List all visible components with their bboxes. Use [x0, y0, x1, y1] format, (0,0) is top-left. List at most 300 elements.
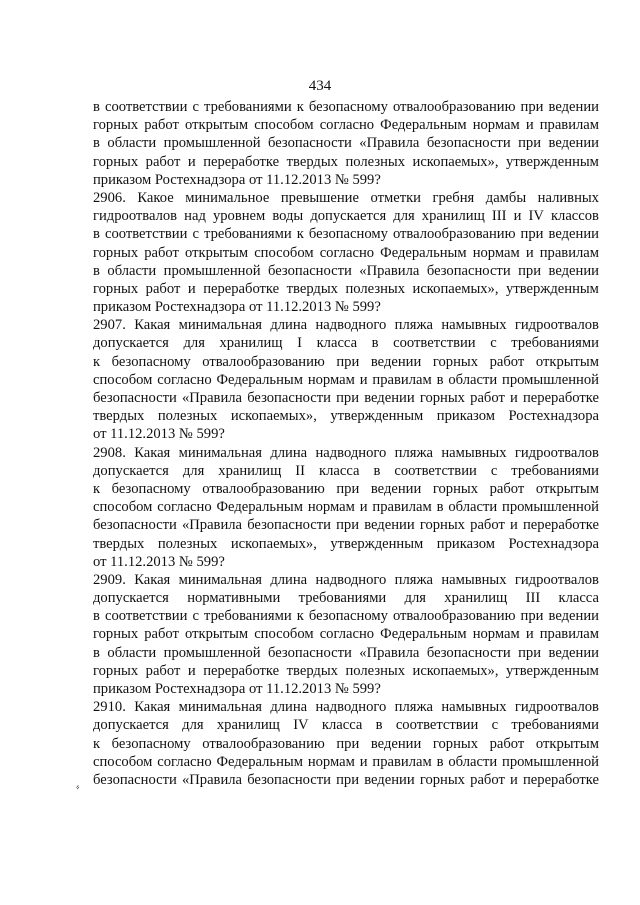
- line-word: Какое: [137, 189, 174, 206]
- line-word: Ростехнадзора: [508, 408, 599, 425]
- line-word: «Правила: [181, 517, 243, 534]
- text-line: [93, 171, 599, 189]
- line-word: 2907.: [93, 317, 126, 334]
- line-word: намывных: [441, 317, 507, 334]
- text-line: [93, 680, 599, 698]
- line-word: III: [525, 590, 541, 607]
- line-word: к: [93, 353, 101, 370]
- line-word: горных: [93, 280, 139, 297]
- line-word: согласно: [319, 117, 375, 134]
- line-word: полезных: [157, 535, 218, 552]
- line-word: Какая: [134, 571, 171, 588]
- line-word: и: [525, 244, 534, 261]
- line-word: при: [336, 771, 360, 788]
- line-word: Какая: [134, 444, 171, 461]
- line-word: IV: [528, 208, 544, 225]
- line-word: 2906.: [93, 189, 126, 206]
- line-word: согласно: [319, 244, 375, 261]
- line-word: соответствии: [395, 717, 479, 734]
- line-word: горных: [93, 244, 139, 261]
- line-word: в: [93, 99, 100, 115]
- line-word: отвалообразованию: [202, 353, 325, 370]
- line-word: гидроотвалов: [93, 208, 178, 225]
- line-word: согласно: [319, 626, 375, 643]
- line-word: переработке: [522, 390, 599, 406]
- line-word: безопасности: [247, 517, 331, 534]
- line-word: способом: [93, 371, 153, 388]
- line-word: безопасности: [93, 517, 177, 534]
- line-word: полезных: [345, 662, 405, 679]
- line-word: допускается: [93, 590, 169, 607]
- page-number: 434: [308, 78, 332, 94]
- line-word: требованиями: [298, 590, 387, 607]
- text-line: [93, 407, 599, 425]
- line-word: к: [296, 99, 304, 115]
- line-word: при: [336, 353, 360, 370]
- line-word: в: [375, 717, 383, 734]
- line-word: «Правила: [181, 771, 243, 788]
- line-word: превышение: [280, 189, 359, 206]
- line-word: открытым: [535, 735, 599, 752]
- line-word: ископаемых»,: [412, 153, 499, 170]
- line-word: работ: [144, 244, 179, 261]
- line-word: для: [183, 335, 205, 352]
- line-word: переработке: [522, 771, 599, 788]
- line-word: способом: [93, 753, 153, 770]
- line-word: отвалообразованию: [392, 226, 516, 243]
- text-line: [93, 498, 599, 516]
- line-word: класса: [316, 335, 358, 352]
- line-word: соответствии: [104, 226, 188, 243]
- line-word: безопасности: [268, 135, 352, 152]
- line-word: безопасности: [247, 771, 331, 788]
- text-line: [93, 244, 599, 262]
- line-word: с: [490, 335, 497, 352]
- line-word: правилам: [539, 244, 599, 261]
- line-word: безопасности: [93, 390, 177, 406]
- line-word: уровнем: [212, 208, 266, 225]
- line-word: работ: [144, 626, 179, 643]
- line-word: области: [107, 644, 157, 661]
- line-word: работ: [470, 771, 505, 788]
- text-line: [93, 207, 599, 225]
- line-word: хранилищ: [219, 335, 283, 352]
- line-word: допускается: [93, 717, 169, 734]
- line-word: горных: [432, 353, 479, 370]
- text-line: [93, 316, 599, 334]
- line-word: ведении: [364, 390, 415, 406]
- line-word: IV: [293, 717, 309, 734]
- line-word: приказом: [436, 408, 495, 425]
- line-word: с: [192, 226, 199, 243]
- line-word: с: [491, 717, 499, 734]
- line-word: с: [192, 99, 199, 115]
- document-body: [93, 98, 599, 789]
- line-word: в: [93, 262, 100, 279]
- line-word: к: [93, 735, 101, 752]
- line-word: открытым: [535, 480, 599, 497]
- line-word: в: [373, 462, 381, 479]
- line-word: промышленной: [163, 135, 261, 152]
- text-line: [93, 771, 599, 789]
- line-word: гребня: [432, 189, 475, 206]
- line-word: согласно: [157, 371, 212, 388]
- text-line: [93, 462, 599, 480]
- line-word: при: [336, 735, 360, 752]
- line-word: безопасности: [268, 644, 352, 661]
- line-word: ведении: [548, 262, 599, 279]
- line-word: работ: [145, 153, 181, 170]
- line-word: отвалообразованию: [392, 99, 516, 115]
- line-word: наливных: [537, 189, 599, 206]
- line-word: и: [510, 771, 518, 788]
- text-line: [93, 571, 599, 589]
- line-word: правилам: [372, 499, 432, 516]
- line-word: 2910.: [93, 699, 126, 716]
- line-word: промышленной: [502, 371, 599, 388]
- line-word: безопасности: [426, 644, 511, 661]
- line-word: твердых: [286, 662, 338, 679]
- line-word: при: [518, 135, 542, 152]
- line-word: намывных: [441, 571, 507, 588]
- line-word: допускается: [93, 335, 169, 352]
- line-word: открытым: [185, 626, 249, 643]
- line-word: требованиями: [204, 99, 292, 115]
- line-word: ведении: [370, 480, 422, 497]
- line-word: хранилищ: [444, 590, 508, 607]
- text-line: [93, 189, 599, 207]
- line-word: в: [436, 371, 444, 388]
- line-word: способом: [93, 499, 153, 516]
- line-word: нормам: [472, 117, 520, 134]
- line-word: надводного: [315, 699, 387, 716]
- line-word: Федеральным: [216, 499, 303, 516]
- line-word: области: [107, 262, 157, 279]
- line-word: горных: [432, 735, 479, 752]
- line-word: минимальная: [178, 317, 262, 334]
- text-line: [93, 98, 599, 116]
- line-text: приказом Ростехнадзора от 11.12.2013 № 599?: [93, 171, 381, 188]
- line-word: работ: [145, 280, 181, 297]
- line-word: и: [187, 280, 196, 297]
- text-line: [93, 134, 599, 152]
- line-word: требованиями: [511, 462, 599, 479]
- line-word: I: [297, 335, 302, 352]
- line-word: открытым: [185, 117, 249, 134]
- line-word: требованиями: [204, 226, 292, 243]
- line-word: и: [359, 499, 368, 516]
- line-word: минимальное: [185, 189, 270, 206]
- line-word: при: [520, 608, 544, 625]
- text-line: [93, 589, 599, 607]
- line-word: безопасности: [426, 262, 511, 279]
- text-line: [93, 298, 599, 316]
- line-word: и: [525, 626, 534, 643]
- line-word: безопасности: [426, 135, 511, 152]
- line-word: над: [184, 208, 206, 225]
- line-word: работ: [145, 662, 181, 679]
- line-word: горных: [93, 626, 139, 643]
- line-word: для: [393, 208, 415, 225]
- line-word: требованиями: [511, 717, 599, 734]
- line-word: при: [336, 517, 360, 534]
- line-word: Федеральным: [380, 117, 467, 134]
- line-word: класса: [558, 590, 599, 607]
- line-word: приказом: [436, 535, 495, 552]
- line-word: соответствии: [104, 99, 188, 115]
- line-word: гидроотвалов: [514, 317, 599, 334]
- line-word: и: [187, 153, 196, 170]
- line-word: надводного: [315, 571, 387, 588]
- line-word: при: [520, 99, 544, 115]
- line-word: нормам: [472, 244, 520, 261]
- line-word: пляжа: [394, 699, 434, 716]
- text-line: [93, 262, 599, 280]
- line-word: надводного: [315, 317, 387, 334]
- line-word: способом: [254, 117, 314, 134]
- line-word: ведении: [364, 771, 415, 788]
- line-word: ведении: [548, 644, 599, 661]
- text-line: [93, 389, 599, 407]
- line-word: «Правила: [359, 135, 420, 152]
- line-word: класса: [319, 462, 360, 479]
- line-word: области: [448, 499, 498, 516]
- line-word: хранилищ: [421, 208, 485, 225]
- line-word: пляжа: [394, 317, 434, 334]
- line-word: намывных: [441, 699, 507, 716]
- line-word: работ: [470, 517, 505, 534]
- line-word: безопасному: [308, 99, 388, 115]
- line-word: утвержденным: [330, 408, 424, 425]
- line-word: в: [436, 753, 444, 770]
- line-word: правилам: [372, 371, 432, 388]
- text-line: [93, 353, 599, 371]
- line-word: безопасному: [111, 480, 191, 497]
- line-word: утвержденным: [506, 280, 599, 297]
- text-line: [93, 644, 599, 662]
- line-text: от 11.12.2013 № 599?: [93, 426, 225, 443]
- line-word: безопасному: [111, 353, 191, 370]
- line-word: безопасному: [308, 608, 388, 625]
- line-word: полезных: [157, 408, 218, 425]
- line-word: хранилищ: [218, 462, 282, 479]
- line-word: для: [182, 717, 204, 734]
- text-line: [93, 153, 599, 171]
- line-word: гидроотвалов: [514, 699, 599, 716]
- line-word: классов: [550, 208, 599, 225]
- line-word: горных: [93, 153, 139, 170]
- line-word: согласно: [157, 753, 212, 770]
- line-word: нормам: [472, 626, 520, 643]
- line-word: для: [404, 590, 426, 607]
- line-word: ведении: [370, 353, 422, 370]
- line-word: утвержденным: [330, 535, 424, 552]
- line-word: надводного: [315, 444, 387, 461]
- text-line: [93, 553, 599, 571]
- line-word: в: [93, 608, 100, 625]
- line-word: Ростехнадзора: [508, 535, 599, 552]
- line-word: Федеральным: [216, 371, 303, 388]
- line-word: работ: [144, 117, 179, 134]
- line-word: и: [510, 390, 518, 406]
- line-word: нормам: [307, 371, 355, 388]
- line-word: горных: [419, 517, 465, 534]
- line-word: в: [436, 499, 444, 516]
- line-word: и: [510, 517, 518, 534]
- line-word: длина: [270, 571, 308, 588]
- line-word: намывных: [441, 444, 507, 461]
- line-word: способом: [254, 244, 314, 261]
- line-word: пляжа: [394, 444, 434, 461]
- line-word: области: [448, 371, 498, 388]
- line-word: промышленной: [502, 499, 599, 516]
- line-word: III: [491, 208, 507, 225]
- text-line: [93, 535, 599, 553]
- line-word: соответствии: [393, 335, 476, 352]
- line-word: нормативными: [187, 590, 281, 607]
- line-word: требованиями: [204, 608, 292, 625]
- line-word: безопасному: [111, 735, 191, 752]
- line-word: «Правила: [359, 644, 420, 661]
- line-word: минимальная: [178, 699, 262, 716]
- line-word: допускается: [93, 462, 169, 479]
- line-word: II: [295, 462, 306, 479]
- text-line: [93, 735, 599, 753]
- line-word: безопасности: [268, 262, 352, 279]
- line-word: горных: [419, 771, 465, 788]
- line-word: длина: [270, 444, 308, 461]
- line-word: горных: [432, 480, 479, 497]
- line-word: твердых: [93, 535, 145, 552]
- line-word: ископаемых»,: [230, 535, 317, 552]
- line-word: при: [336, 390, 360, 406]
- line-word: пляжа: [394, 571, 434, 588]
- line-word: твердых: [286, 280, 338, 297]
- line-word: ведении: [548, 226, 599, 243]
- line-word: и: [187, 662, 196, 679]
- line-word: переработке: [203, 280, 280, 297]
- text-line: [93, 334, 599, 352]
- text-line: [93, 280, 599, 298]
- line-word: правилам: [539, 117, 599, 134]
- line-word: отметки: [370, 189, 421, 206]
- line-word: промышленной: [163, 262, 261, 279]
- line-word: ведении: [370, 735, 422, 752]
- line-word: при: [520, 226, 544, 243]
- line-word: требованиями: [511, 335, 599, 352]
- line-word: нормам: [307, 499, 355, 516]
- line-word: открытым: [185, 244, 249, 261]
- line-word: длина: [270, 699, 308, 716]
- line-word: в: [93, 135, 100, 152]
- line-word: гидроотвалов: [514, 571, 599, 588]
- line-word: нормам: [307, 753, 355, 770]
- line-text: приказом Ростехнадзора от 11.12.2013 № 599?: [93, 299, 381, 316]
- line-word: соответствии: [104, 608, 188, 625]
- line-word: допускается: [310, 208, 387, 225]
- text-line: [93, 753, 599, 771]
- text-line: [93, 662, 599, 680]
- line-word: горных: [419, 390, 465, 406]
- line-word: к: [296, 226, 304, 243]
- text-line: [93, 116, 599, 134]
- line-word: отвалообразованию: [202, 735, 325, 752]
- line-word: утвержденным: [506, 153, 599, 170]
- line-word: отвалообразованию: [202, 480, 325, 497]
- line-word: воды: [272, 208, 304, 225]
- line-word: полезных: [345, 153, 405, 170]
- line-word: длина: [270, 317, 308, 334]
- line-word: промышленной: [502, 753, 599, 770]
- text-line: [93, 516, 599, 534]
- line-word: работ: [489, 735, 525, 752]
- line-word: способом: [254, 626, 314, 643]
- line-word: ведении: [364, 517, 415, 534]
- line-word: области: [448, 753, 498, 770]
- line-word: Федеральным: [380, 244, 467, 261]
- margin-pen-mark: ⸗: [73, 780, 82, 794]
- line-word: с: [192, 608, 199, 625]
- line-word: «Правила: [359, 262, 420, 279]
- line-word: утвержденным: [506, 662, 599, 679]
- line-word: Какая: [134, 699, 171, 716]
- line-word: 2908.: [93, 444, 126, 461]
- line-word: согласно: [157, 499, 212, 516]
- line-word: полезных: [345, 280, 405, 297]
- line-word: ведении: [548, 135, 599, 152]
- text-line: [93, 444, 599, 462]
- line-word: в: [93, 644, 100, 661]
- line-word: и: [525, 117, 534, 134]
- line-word: Федеральным: [216, 753, 303, 770]
- line-word: в: [93, 226, 100, 243]
- line-word: отвалообразованию: [392, 608, 516, 625]
- line-word: соответствии: [394, 462, 477, 479]
- line-word: минимальная: [178, 444, 262, 461]
- line-word: и: [359, 371, 368, 388]
- line-text: приказом Ростехнадзора от 11.12.2013 № 599?: [93, 681, 381, 697]
- line-word: и: [359, 753, 368, 770]
- line-word: «Правила: [181, 390, 243, 406]
- line-word: безопасному: [308, 226, 388, 243]
- text-line: [93, 425, 599, 443]
- line-text: от 11.12.2013 № 599?: [93, 553, 225, 570]
- text-line: [93, 225, 599, 243]
- line-word: класса: [321, 717, 363, 734]
- line-word: правилам: [372, 753, 432, 770]
- line-word: твердых: [286, 153, 338, 170]
- line-word: 2909.: [93, 571, 126, 588]
- line-word: Федеральным: [380, 626, 467, 643]
- line-word: работ: [470, 390, 505, 406]
- line-word: и: [513, 208, 522, 225]
- text-line: [93, 716, 599, 734]
- line-word: открытым: [535, 353, 599, 370]
- line-word: с: [490, 462, 498, 479]
- line-word: ископаемых»,: [412, 662, 499, 679]
- line-word: ведении: [548, 608, 599, 625]
- line-word: ископаемых»,: [230, 408, 317, 425]
- line-word: к: [296, 608, 304, 625]
- line-word: работ: [489, 480, 525, 497]
- text-line: [93, 607, 599, 625]
- line-word: для: [182, 462, 205, 479]
- line-word: горных: [93, 117, 139, 134]
- line-word: минимальная: [178, 571, 262, 588]
- line-word: при: [518, 644, 542, 661]
- line-word: области: [107, 135, 157, 152]
- line-word: в: [371, 335, 379, 352]
